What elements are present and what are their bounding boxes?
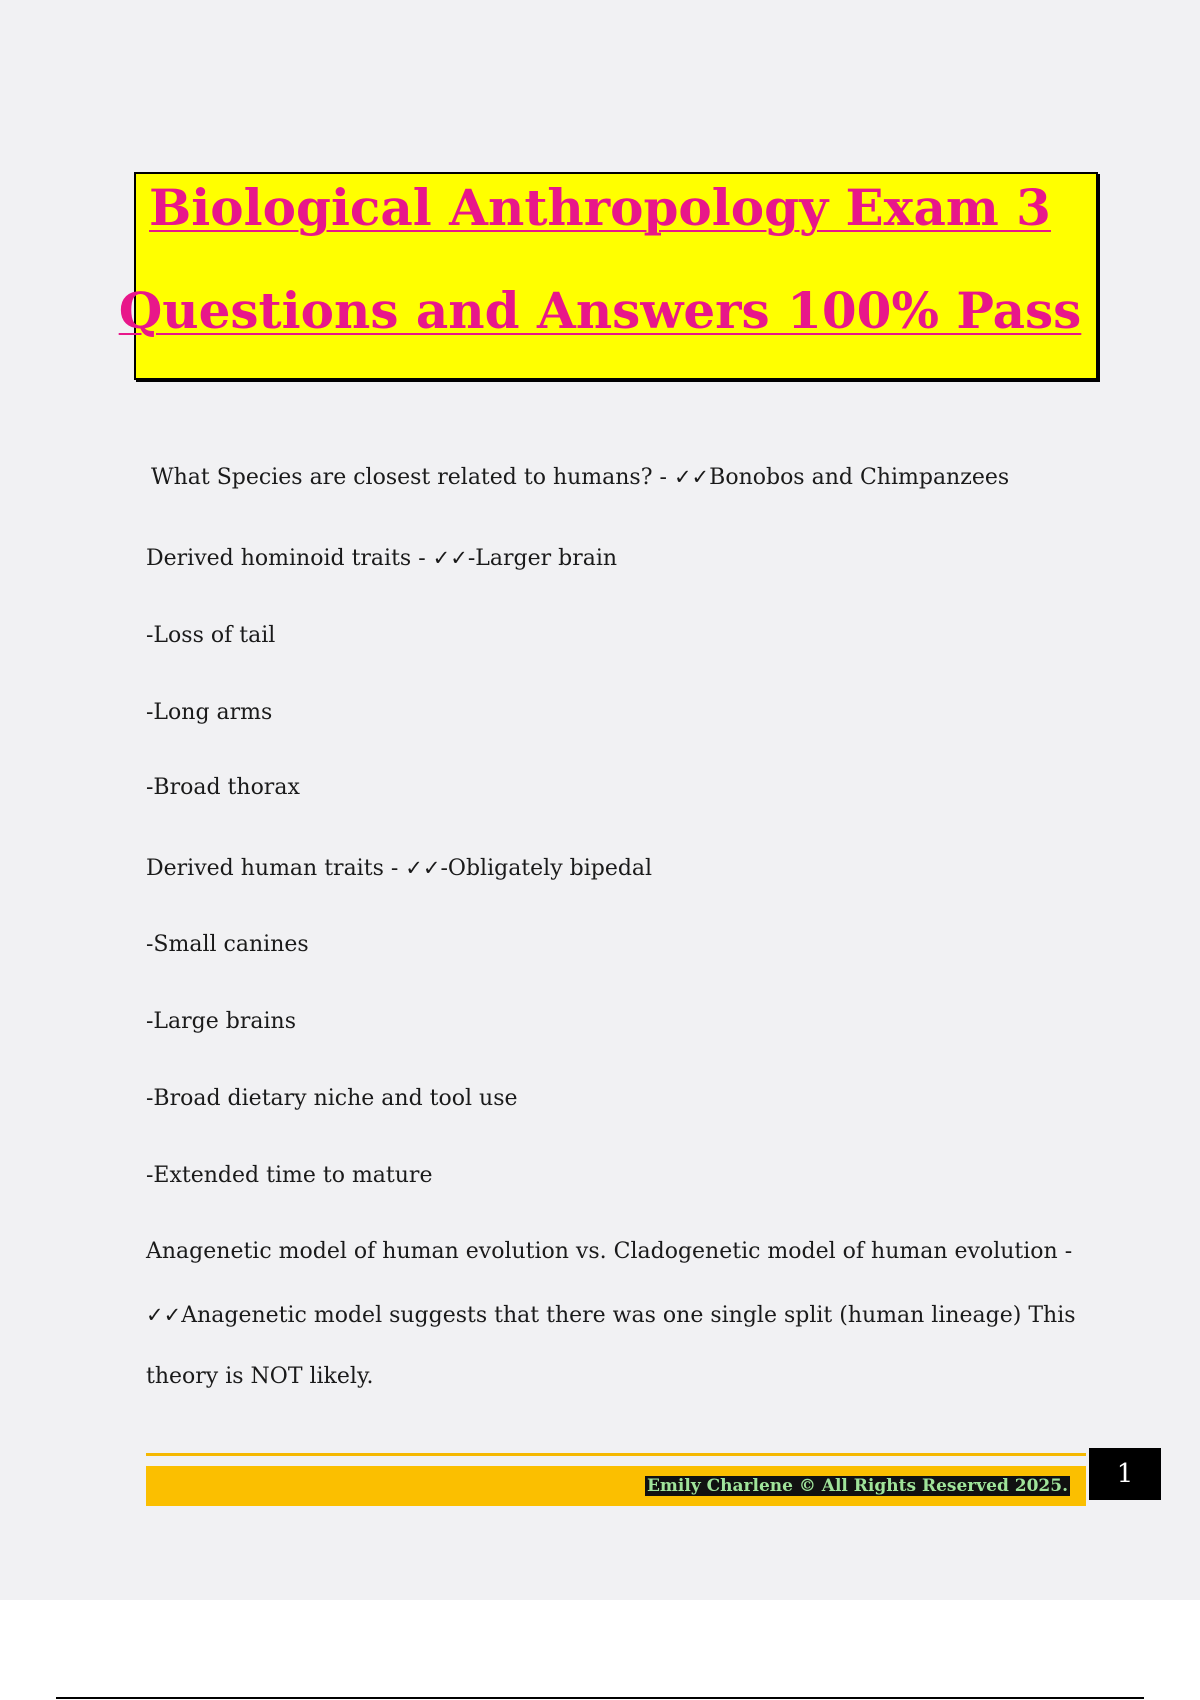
- question-text: Derived hominoid traits -: [146, 546, 433, 571]
- answer-line: -Broad thorax: [146, 775, 300, 800]
- page-bottom-rule: [56, 1697, 1144, 1699]
- answer-line: -Long arms: [146, 700, 273, 725]
- answer-line: -Small canines: [146, 932, 309, 957]
- page-number: 1: [1089, 1448, 1161, 1500]
- checkmark-icon: ✓✓: [673, 465, 710, 489]
- footer-rule: [146, 1453, 1086, 1456]
- qa-entry: [146, 853, 652, 884]
- document-title-line-1: Biological Anthropology Exam 3: [149, 178, 1051, 237]
- copyright-text: Emily Charlene © All Rights Reserved 2025.: [646, 1476, 1068, 1496]
- question-text: What Species are closest related to humans? -: [151, 465, 674, 490]
- qa-entry: [146, 543, 617, 574]
- answer-line: -Broad dietary niche and tool use: [146, 1086, 518, 1111]
- checkmark-icon: ✓✓: [432, 546, 468, 570]
- question-text: Derived human traits -: [146, 856, 406, 881]
- answer-line: -Loss of tail: [146, 623, 276, 648]
- answer-text: Bonobos and Chimpanzees: [709, 465, 1010, 490]
- question-line: Anagenetic model of human evolution vs. Cladogenetic model of human evolution -: [146, 1239, 1073, 1264]
- answer-line: -Extended time to mature: [146, 1163, 433, 1188]
- answer-line: theory is NOT likely.: [146, 1364, 374, 1389]
- footer-bar: [146, 1466, 1086, 1506]
- qa-entry: [151, 462, 1009, 493]
- checkmark-icon: ✓✓: [146, 1303, 182, 1327]
- answer-text: Anagenetic model suggests that there was one single split (human lineage) This: [181, 1303, 1076, 1328]
- qa-entry: [146, 1300, 1076, 1331]
- answer-text: -Obligately bipedal: [440, 856, 653, 881]
- checkmark-icon: ✓✓: [405, 856, 441, 880]
- answer-line: -Large brains: [146, 1009, 296, 1034]
- answer-text: -Larger brain: [467, 546, 618, 571]
- document-title-line-2: Questions and Answers 100% Pass: [118, 281, 1082, 340]
